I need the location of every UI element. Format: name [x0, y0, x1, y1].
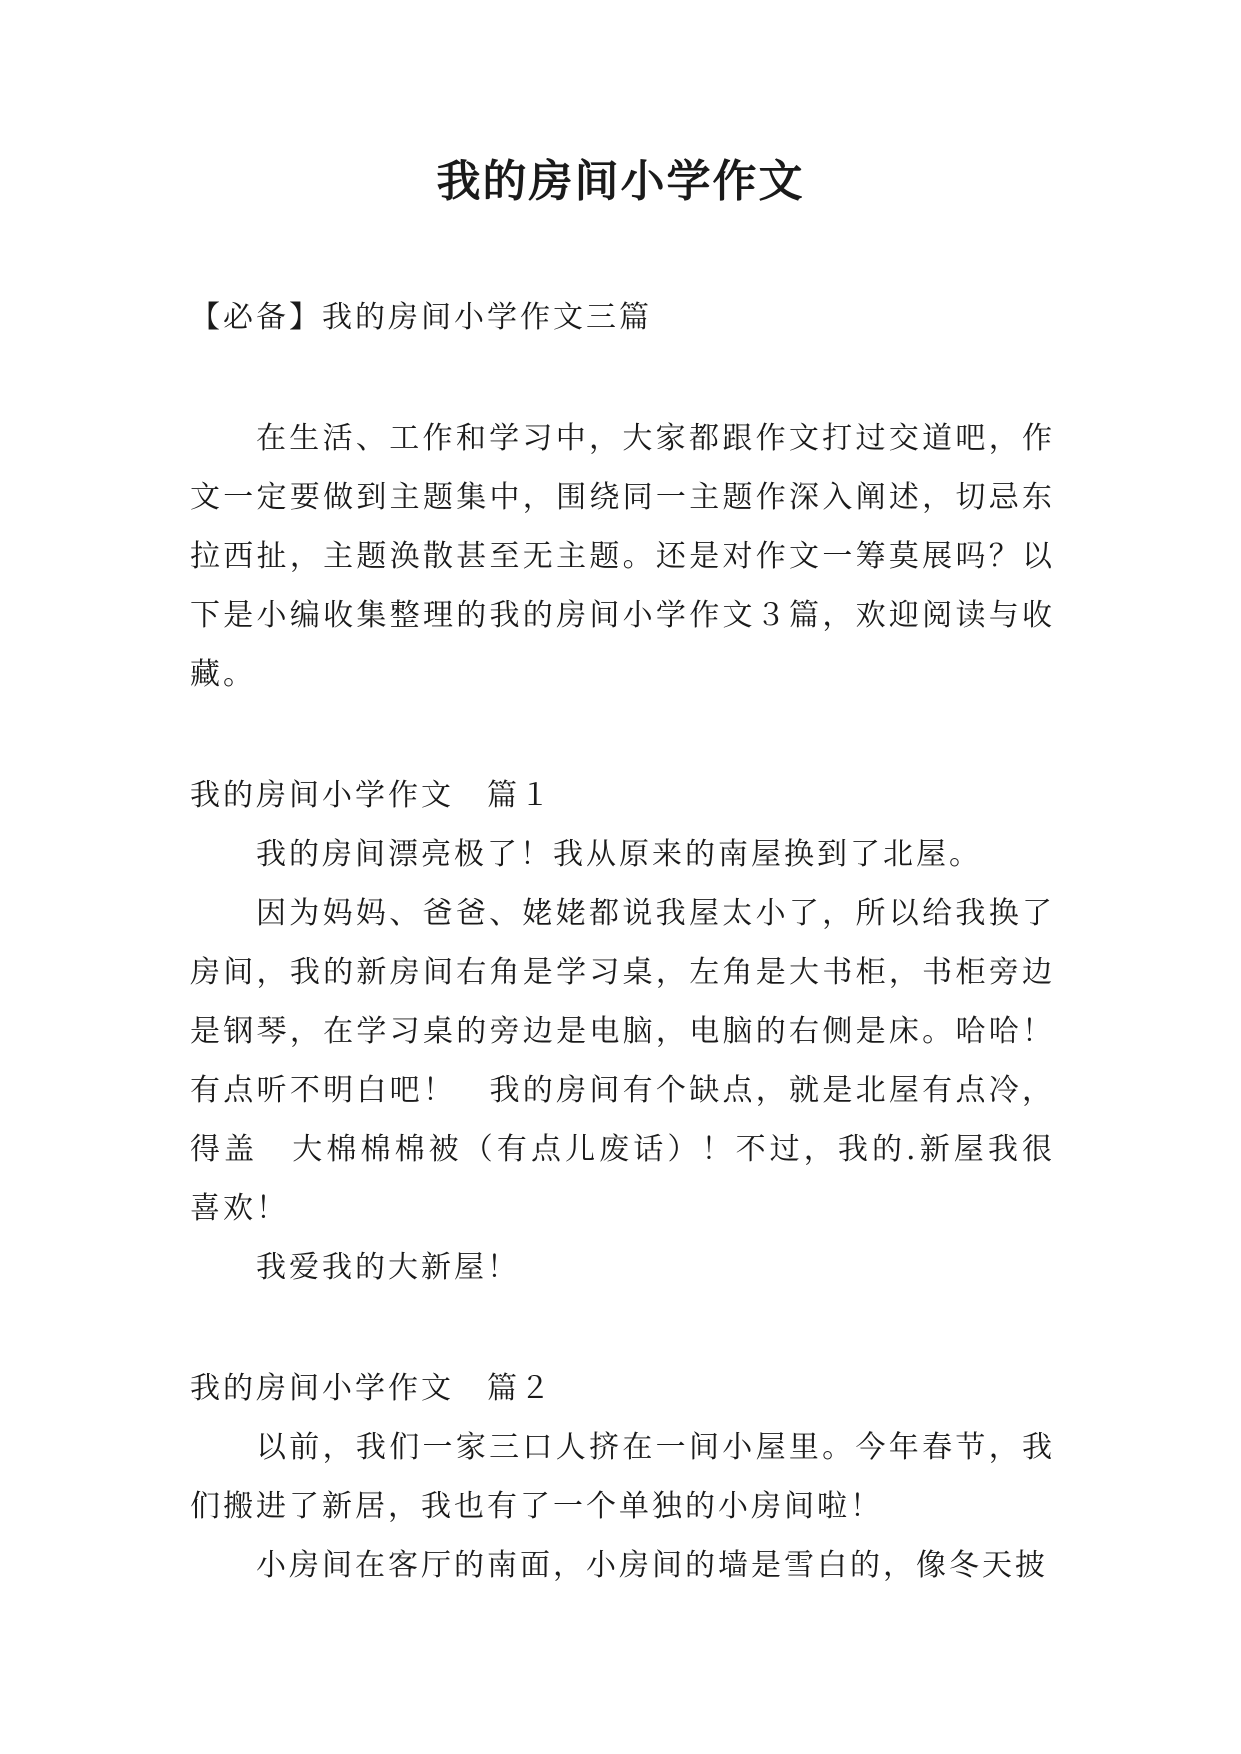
document-title: 我的房间小学作文 [436, 156, 805, 207]
section-1-paragraph: 我爱我的大新屋！ [256, 1250, 520, 1285]
document-subtitle: 【必备】我的房间小学作文三篇 [190, 300, 652, 335]
section-heading-2: 我的房间小学作文 篇２ [190, 1371, 553, 1406]
section-1-paragraph: 因为妈妈、爸爸、姥姥都说我屋太小了，所以给我换了房间，我的新房间右角是学习桌，左角是大书柜，书柜旁边是钢琴，在学习桌的旁边是电脑，电脑的右侧是床。哈哈！有点听不明白吧！ 我的房间有个缺点，就是北屋有点冷，得盖 大棉棉棉被（有点儿废话）！不过，我的.新屋我很喜欢！ [190, 896, 1055, 1226]
section-2-paragraph: 以前，我们一家三口人挤在一间小屋里。今年春节，我们搬进了新居，我也有了一个单独的小房间啦！ [190, 1430, 1055, 1524]
section-2-paragraph: 小房间在客厅的南面，小房间的墙是雪白的，像冬天披 [256, 1548, 1048, 1583]
document-body [190, 288, 1055, 1595]
section-heading-1: 我的房间小学作文 篇１ [190, 778, 553, 813]
intro-paragraph: 在生活、工作和学习中，大家都跟作文打过交道吧，作文一定要做到主题集中，围绕同一主题作深入阐述，切忌东拉西扯，主题涣散甚至无主题。还是对作文一筹莫展吗？以下是小编收集整理的我的房间小学作文３篇，欢迎阅读与收藏。 [190, 421, 1055, 692]
section-1-paragraph: 我的房间漂亮极了！我从原来的南屋换到了北屋。 [256, 837, 982, 872]
